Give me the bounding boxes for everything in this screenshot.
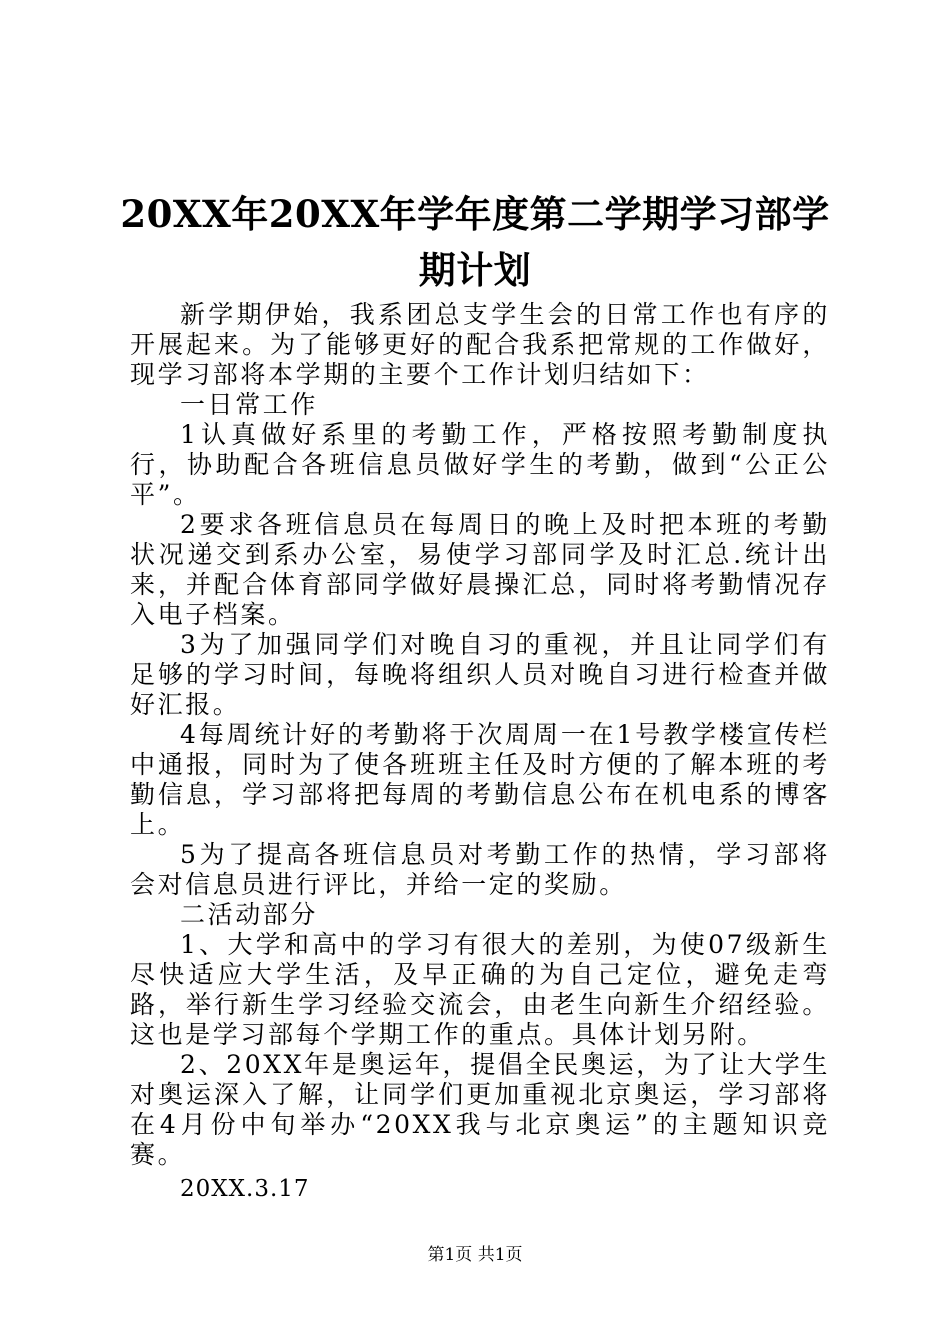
section-heading-daily-work: 一日常工作 [180,390,319,419]
page-footer: 第1页 共1页 [427,1245,523,1265]
document-body [130,300,830,1204]
daily-work-item-2: 2要求各班信息员在每周日的晚上及时把本班的考勤状况递交到系办公室，易使学习部同学及时汇总.统计出来，并配合体育部同学做好晨操汇总，同时将考勤情况存入电子档案。 [130,510,830,629]
daily-work-item-4: 4每周统计好的考勤将于次周周一在1号教学楼宣传栏中通报，同时为了使各班班主任及时方便的了解本班的考勤信息，学习部将把每周的考勤信息公布在机电系的博客上。 [130,720,830,839]
daily-work-item-5: 5为了提高各班信息员对考勤工作的热情，学习部将会对信息员进行评比，并给一定的奖励。 [130,840,830,899]
intro-paragraph: 新学期伊始，我系团总支学生会的日常工作也有序的开展起来。为了能够更好的配合我系把常规的工作做好，现学习部将本学期的主要个工作计划归结如下： [130,300,830,389]
daily-work-item-1: 1认真做好系里的考勤工作，严格按照考勤制度执行，协助配合各班信息员做好学生的考勤，做到“公正公平”。 [130,420,830,509]
daily-work-item-3: 3为了加强同学们对晚自习的重视，并且让同学们有足够的学习时间，每晚将组织人员对晚自习进行检查并做好汇报。 [130,630,830,719]
activity-item-2: 2、20XX年是奥运年，提倡全民奥运，为了让大学生对奥运深入了解，让同学们更加重视北京奥运，学习部将在4月份中旬举办“20XX我与北京奥运”的主题知识竞赛。 [130,1050,830,1169]
document-date: 20XX.3.17 [180,1176,310,1202]
document-title: 20XX年20XX年学年度第二学期学习部学期计划 [120,192,830,292]
activity-item-1: 1、大学和高中的学习有很大的差别，为使07级新生尽快适应大学生活，及早正确的为自己定位，避免走弯路，举行新生学习经验交流会，由老生向新生介绍经验。这也是学习部每个学期工作的重点。具体计划另附。 [130,930,830,1049]
section-heading-activities: 二活动部分 [180,900,319,929]
